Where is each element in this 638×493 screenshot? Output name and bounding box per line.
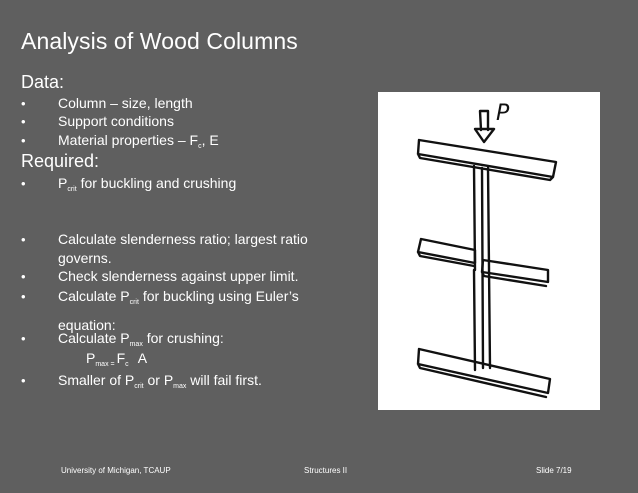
bullet-text — [58, 174, 358, 199]
formula-max: max — [95, 361, 109, 368]
load-arrow — [475, 111, 494, 142]
bullet-dot: • — [21, 114, 26, 129]
column-sketch-svg — [378, 92, 600, 410]
smaller-sub-crit: crit — [134, 383, 144, 390]
middle-right-beam — [482, 260, 548, 286]
bullet-dot: • — [21, 176, 26, 191]
required-heading: Required: — [21, 151, 100, 171]
smaller-mid: or P — [143, 372, 174, 388]
bullet-dot: • — [21, 96, 26, 111]
crushing-formula — [86, 350, 147, 368]
pmax-sub: max — [129, 341, 143, 348]
required-suffix: for buckling and crushing — [76, 175, 237, 191]
pmax-prefix: Calculate P — [58, 330, 130, 346]
pcrit-suffix: for buckling using Euler’s equation: — [58, 288, 299, 333]
column-sketch — [378, 92, 600, 410]
data-heading: Data: — [21, 72, 65, 92]
pcrit-prefix: Calculate P — [58, 288, 130, 304]
bullet-text — [58, 131, 358, 156]
bullet-text: Support conditions — [58, 113, 174, 129]
material-suffix: , E — [201, 132, 219, 148]
smaller-sub-max: max — [173, 383, 187, 390]
bullet-dot: • — [21, 331, 26, 346]
footer-right: Slide 7/19 — [536, 466, 572, 475]
smaller-suffix: will fail first. — [186, 372, 262, 388]
load-label: P — [496, 101, 510, 126]
required-sub: crit — [67, 186, 77, 193]
bullet-dot: • — [21, 289, 26, 304]
bullet-text — [58, 371, 358, 396]
formula-eq: = — [108, 361, 117, 368]
bullet-dot: • — [21, 232, 26, 247]
pmax-suffix: for crushing: — [142, 330, 224, 346]
bullet-dot: • — [21, 133, 26, 148]
footer-left: University of Michigan, TCAUP — [61, 466, 171, 475]
bullet-text: Check slenderness against upper limit. — [58, 268, 299, 284]
formula-a: A — [134, 350, 148, 366]
material-sub: c — [198, 143, 202, 150]
formula-c: c — [125, 361, 129, 368]
footer-center: Structures II — [304, 466, 348, 475]
bullet-text: Column – size, length — [58, 95, 193, 111]
middle-left-beam — [418, 239, 475, 266]
smaller-prefix: Smaller of P — [58, 372, 135, 388]
formula-f: F — [116, 350, 126, 366]
pcrit-sub: crit — [129, 299, 139, 306]
slide-title: Analysis of Wood Columns — [21, 28, 298, 54]
bullet-text: Calculate slenderness ratio; largest ratio governs. — [58, 231, 308, 266]
formula-p: P — [86, 350, 96, 366]
bullet-dot: • — [21, 269, 26, 284]
material-prefix: Material properties – F — [58, 132, 199, 148]
bullet-dot: • — [21, 373, 26, 388]
required-prefix: P — [58, 175, 68, 191]
